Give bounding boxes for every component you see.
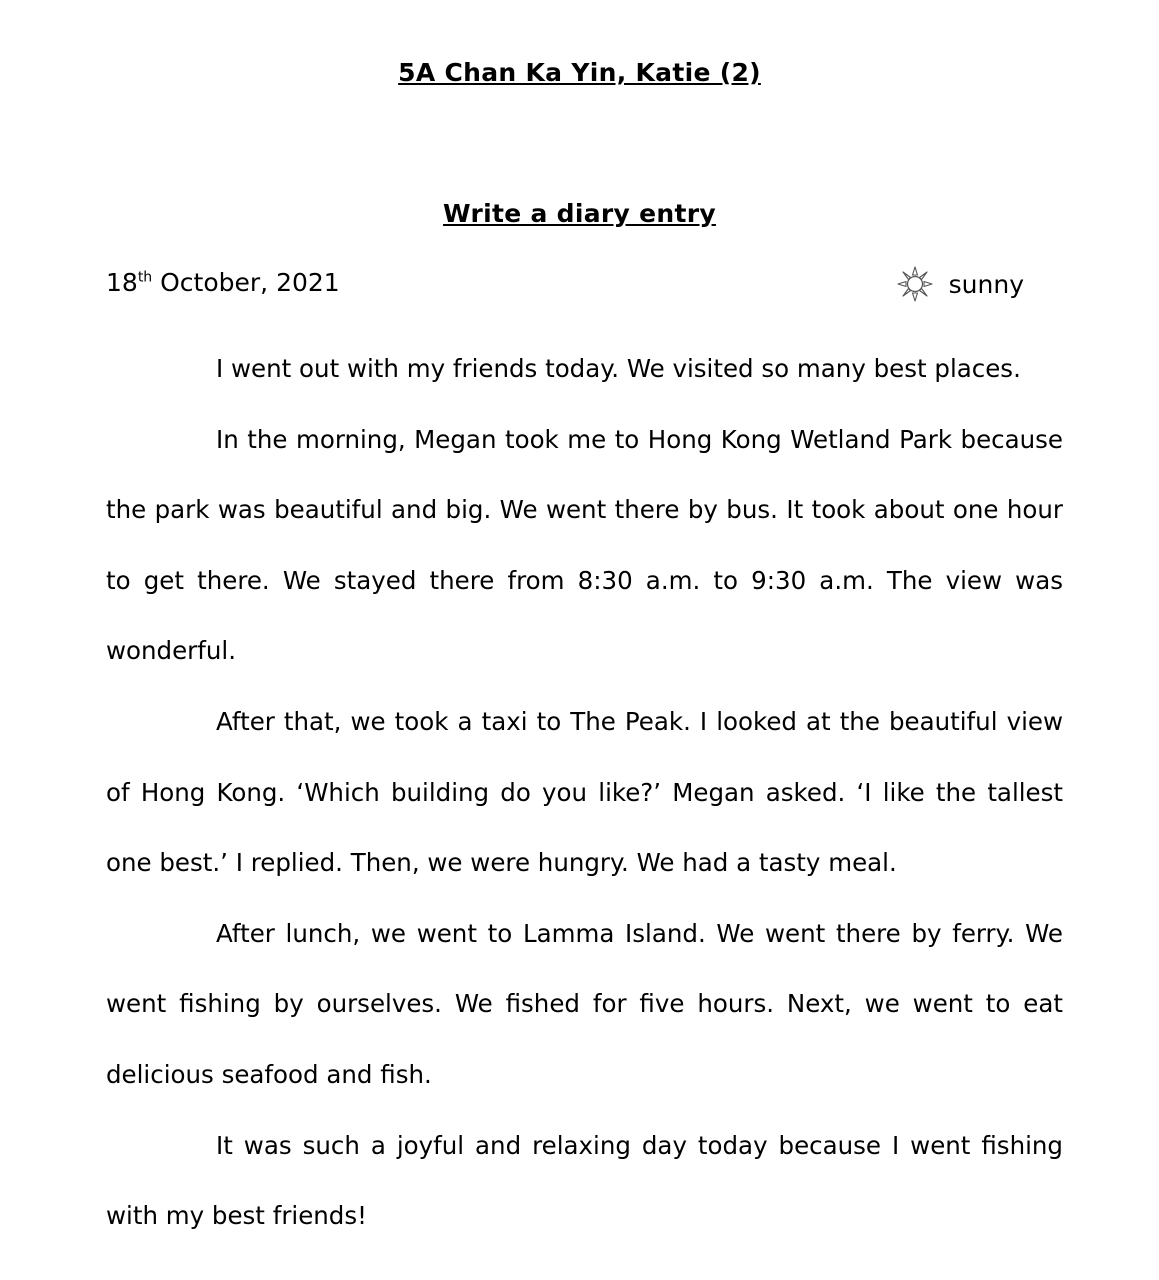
diary-body bbox=[106, 334, 1063, 1252]
date-weather-row bbox=[106, 268, 1024, 308]
date-day: 18 bbox=[106, 268, 138, 297]
weather-label: sunny bbox=[948, 269, 1024, 299]
entry-date bbox=[106, 268, 340, 297]
task-title: Write a diary entry bbox=[443, 199, 716, 228]
weather bbox=[895, 264, 1024, 304]
paragraph-4: After lunch, we went to Lamma Island. We went there by ferry. We went fishing by ourselves. We fished for five hours. Next, we went to eat delicious seafood and fish. bbox=[106, 918, 1063, 1089]
paragraph-1: I went out with my friends today. We visited so many best places. bbox=[216, 354, 1021, 383]
date-month-year: October, 2021 bbox=[152, 268, 340, 297]
sun-icon bbox=[895, 264, 935, 304]
paragraph-3: After that, we took a taxi to The Peak. I looked at the beautiful view of Hong Kong. ‘Which building do you like?’ Megan asked. ‘I like the tallest one best.’ I replied. Then, we were hungry. We had a tasty meal. bbox=[106, 706, 1063, 878]
paragraph-5: It was such a joyful and relaxing day today because I went fishing with my best friends! bbox=[106, 1130, 1063, 1231]
paragraph-2: In the morning, Megan took me to Hong Kong Wetland Park because the park was beautiful and big. We went there by bus. It took about one hour to get there. We stayed there from 8:30 a.m. to 9:30 a.m. The view was wonderful. bbox=[106, 424, 1063, 666]
date-suffix: th bbox=[137, 269, 153, 286]
student-name-heading: 5A Chan Ka Yin, Katie (2) bbox=[398, 58, 761, 87]
